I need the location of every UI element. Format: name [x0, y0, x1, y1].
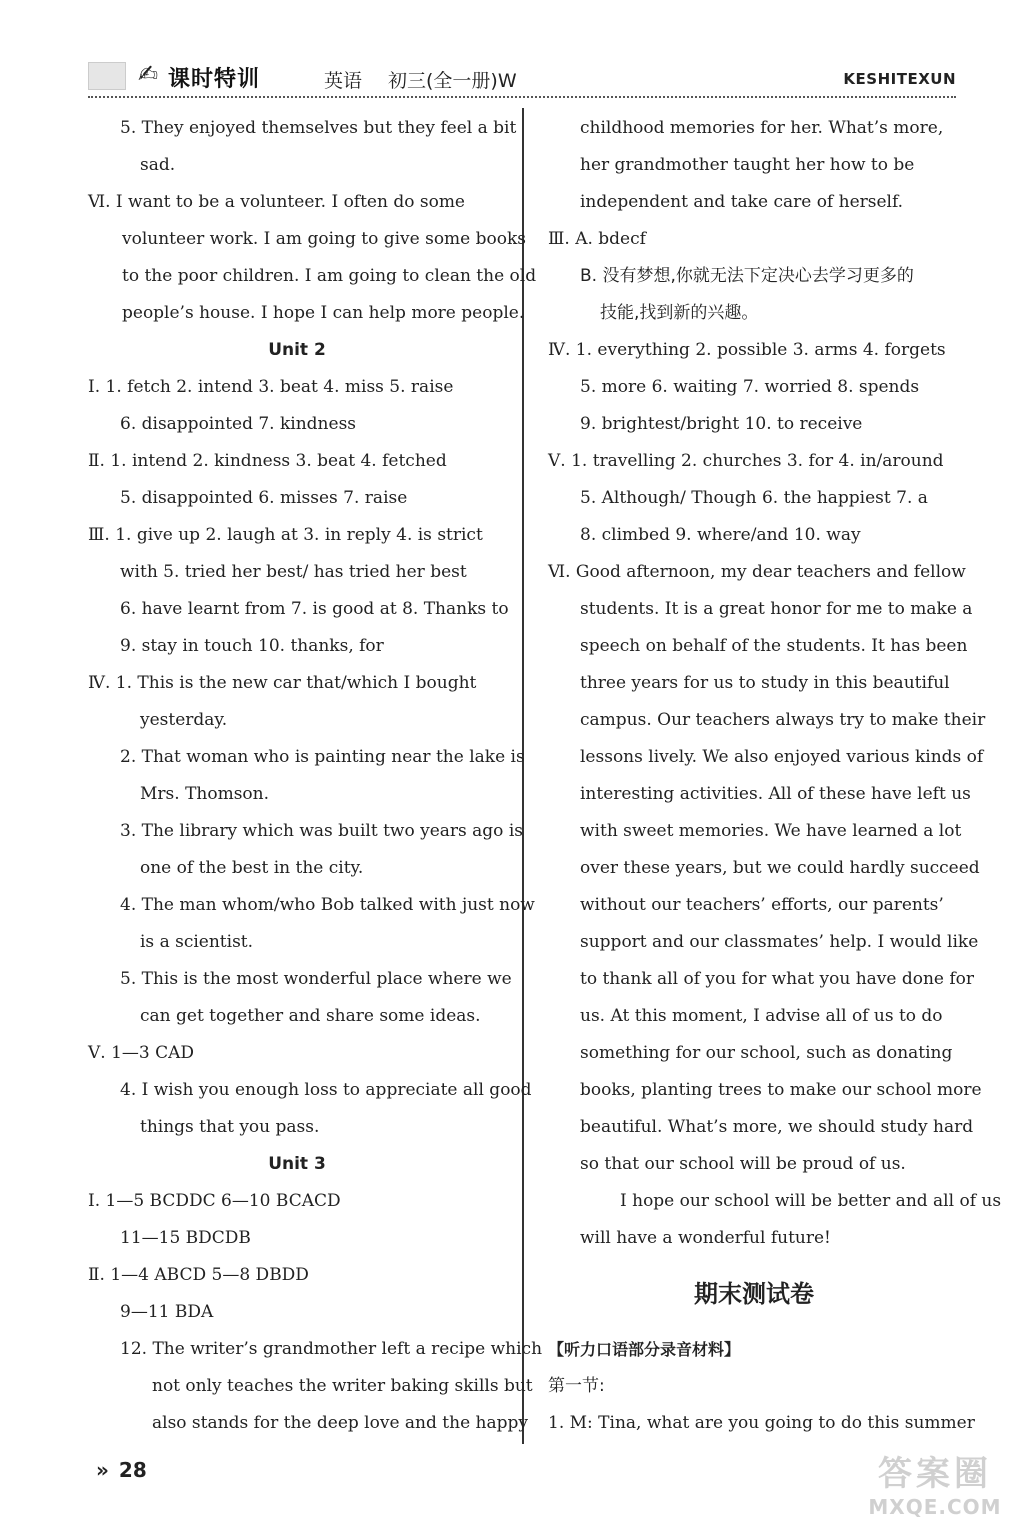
answer-line: 5. They enjoyed themselves but they feel a bit [120, 118, 517, 138]
answer-line: Ⅳ. 1. This is the new car that/which I bought [88, 673, 477, 693]
listening-heading: 【听力口语部分录音材料】 [548, 1340, 741, 1359]
essay-line: us. At this moment, I advise all of us to do [580, 1006, 943, 1026]
final-exam-title: 期末测试卷 [694, 1280, 814, 1308]
answer-line: can get together and share some ideas. [140, 1006, 481, 1026]
right-column [548, 110, 1002, 1442]
logo-badge [88, 62, 126, 90]
answer-line: 6. have learnt from 7. is good at 8. Thanks to [120, 599, 509, 619]
answer-line: Ⅴ. 1. travelling 2. churches 3. for 4. in/around [548, 451, 944, 471]
watermark-top: 答案圈 [878, 1454, 992, 1494]
answer-line: 5. Although/ Though 6. the happiest 7. a [580, 488, 928, 508]
essay-line: so that our school will be proud of us. [580, 1154, 906, 1174]
essay-line: interesting activities. All of these have left us [580, 784, 971, 804]
essay-line: speech on behalf of the students. It has been [580, 636, 968, 656]
answer-line: to the poor children. I am going to clean the old [122, 266, 537, 286]
answer-line: things that you pass. [140, 1117, 320, 1137]
pen-icon: ✍ [138, 60, 159, 88]
answer-line: one of the best in the city. [140, 858, 364, 878]
series-label: KESHITEXUN [843, 70, 956, 88]
answer-line: not only teaches the writer baking skills but [152, 1376, 533, 1396]
essay-line: without our teachers’ efforts, our parents’ [580, 895, 944, 915]
answer-line: her grandmother taught her how to be [580, 155, 915, 175]
answer-line: Ⅱ. 1. intend 2. kindness 3. beat 4. fetched [88, 451, 447, 471]
answer-line: 12. The writer’s grandmother left a recipe which [120, 1339, 543, 1359]
essay-line: lessons lively. We also enjoyed various kinds of [580, 747, 984, 767]
unit-heading: Unit 3 [268, 1154, 326, 1174]
transcript-line: 1. M: Tina, what are you going to do this summer [548, 1413, 975, 1433]
answer-line: 9. brightest/bright 10. to receive [580, 414, 863, 434]
page-header [88, 58, 956, 96]
answer-line: 4. I wish you enough loss to appreciate all good [120, 1080, 532, 1100]
answer-line: 技能,找到新的兴趣。 [600, 303, 759, 323]
answer-line: Ⅲ. A. bdecf [548, 229, 646, 249]
answer-line: independent and take care of herself. [580, 192, 904, 212]
page-footer [96, 1458, 147, 1482]
answer-line: 8. climbed 9. where/and 10. way [580, 525, 861, 545]
answer-line: B. 没有梦想,你就无法下定决心去学习更多的 [580, 266, 914, 286]
answer-line: Ⅴ. 1—3 CAD [88, 1043, 195, 1063]
answer-line: Ⅲ. 1. give up 2. laugh at 3. in reply 4. is strict [88, 525, 483, 545]
essay-line: books, planting trees to make our school more [580, 1080, 982, 1100]
watermark-bottom: MXQE.COM [868, 1495, 1002, 1519]
answer-line: 5. disappointed 6. misses 7. raise [120, 488, 408, 508]
answer-line: 3. The library which was built two years ago is [120, 821, 523, 841]
unit-heading: Unit 2 [268, 340, 326, 360]
answer-line: is a scientist. [140, 932, 254, 952]
answer-line: childhood memories for her. What’s more, [580, 118, 944, 138]
left-column [88, 110, 543, 1442]
essay-line: campus. Our teachers always try to make their [580, 710, 986, 730]
header-divider [88, 96, 956, 98]
essay-line: support and our classmates’ help. I would like [580, 932, 979, 952]
watermark-logo [860, 1446, 1010, 1526]
essay-line: students. It is a great honor for me to make a [580, 599, 973, 619]
page-number: 28 [118, 1458, 147, 1482]
answer-line: Ⅳ. 1. everything 2. possible 3. arms 4. forgets [548, 340, 946, 360]
essay-line: something for our school, such as donating [580, 1043, 953, 1063]
answer-line: also stands for the deep love and the happy [152, 1413, 528, 1433]
essay-line: over these years, but we could hardly succeed [580, 858, 980, 878]
answer-line: Ⅰ. 1—5 BCDDC 6—10 BCACD [88, 1191, 341, 1211]
essay-line: with sweet memories. We have learned a lot [580, 821, 962, 841]
answer-line: volunteer work. I am going to give some books [122, 229, 527, 249]
answer-line: 2. That woman who is painting near the lake is [120, 747, 525, 767]
answer-line: Ⅱ. 1—4 ABCD 5—8 DBDD [88, 1265, 309, 1285]
answer-line: sad. [140, 155, 176, 175]
subject-label: 英语 [324, 70, 363, 92]
double-chevron-icon: » [96, 1458, 109, 1482]
essay-line: to thank all of you for what you have done for [580, 969, 975, 989]
essay-line: three years for us to study in this beautiful [580, 673, 950, 693]
answer-line: yesterday. [140, 710, 228, 730]
answer-line: 5. This is the most wonderful place where we [120, 969, 512, 989]
essay-line: beautiful. What’s more, we should study hard [580, 1117, 974, 1137]
answer-line: 9. stay in touch 10. thanks, for [120, 636, 384, 656]
brand-title: 课时特训 [168, 67, 261, 92]
essay-line: I hope our school will be better and all of us [620, 1191, 1002, 1211]
answer-line: Mrs. Thomson. [140, 784, 270, 804]
answer-line: 4. The man whom/who Bob talked with just now [120, 895, 535, 915]
essay-line: Ⅵ. Good afternoon, my dear teachers and fellow [548, 562, 966, 582]
answer-line: 9—11 BDA [120, 1302, 214, 1322]
grade-label: 初三(全一册)W [388, 70, 517, 92]
answer-line: Ⅰ. 1. fetch 2. intend 3. beat 4. miss 5. raise [88, 377, 454, 397]
answer-line: Ⅵ. I want to be a volunteer. I often do some [88, 192, 465, 212]
section-label: 第一节: [548, 1376, 605, 1396]
answer-line: with 5. tried her best/ has tried her best [120, 562, 467, 582]
answer-line: people’s house. I hope I can help more people. [122, 303, 525, 323]
answer-line: 5. more 6. waiting 7. worried 8. spends [580, 377, 920, 397]
answer-line: 11—15 BDCDB [120, 1228, 251, 1248]
answer-line: 6. disappointed 7. kindness [120, 414, 357, 434]
essay-line: will have a wonderful future! [580, 1228, 831, 1248]
